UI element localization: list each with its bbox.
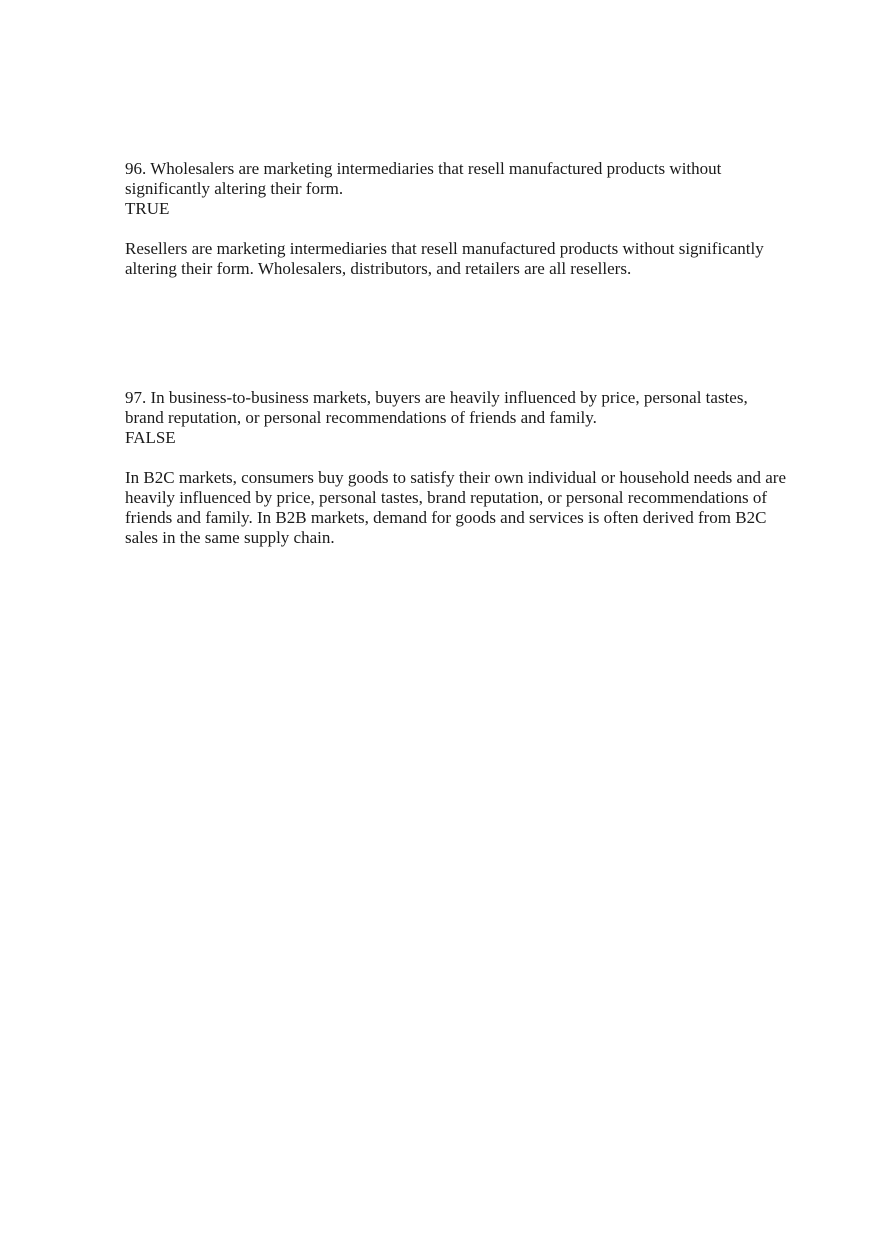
question-item-97 [125, 388, 790, 548]
explanation-text: In B2C markets, consumers buy goods to satisfy their own individual or household needs and are heavily influenced by price, personal tastes, brand reputation, or personal recommendations of friends and family. In B2B markets, demand for goods and services is often derived from B2C sales in the same supply chain. [125, 468, 786, 547]
answer-text: FALSE [125, 428, 176, 447]
question-text: 97. In business-to-business markets, buyers are heavily influenced by price, personal tastes, brand reputation, or personal recommendations of friends and family. [125, 388, 748, 427]
answer-text: TRUE [125, 199, 170, 218]
explanation-text: Resellers are marketing intermediaries that resell manufactured products without significantly altering their form. Wholesalers, distributors, and retailers are all resellers. [125, 239, 764, 278]
question-text: 96. Wholesalers are marketing intermediaries that resell manufactured products without significantly altering their form. [125, 159, 722, 198]
question-item-96 [125, 159, 790, 279]
